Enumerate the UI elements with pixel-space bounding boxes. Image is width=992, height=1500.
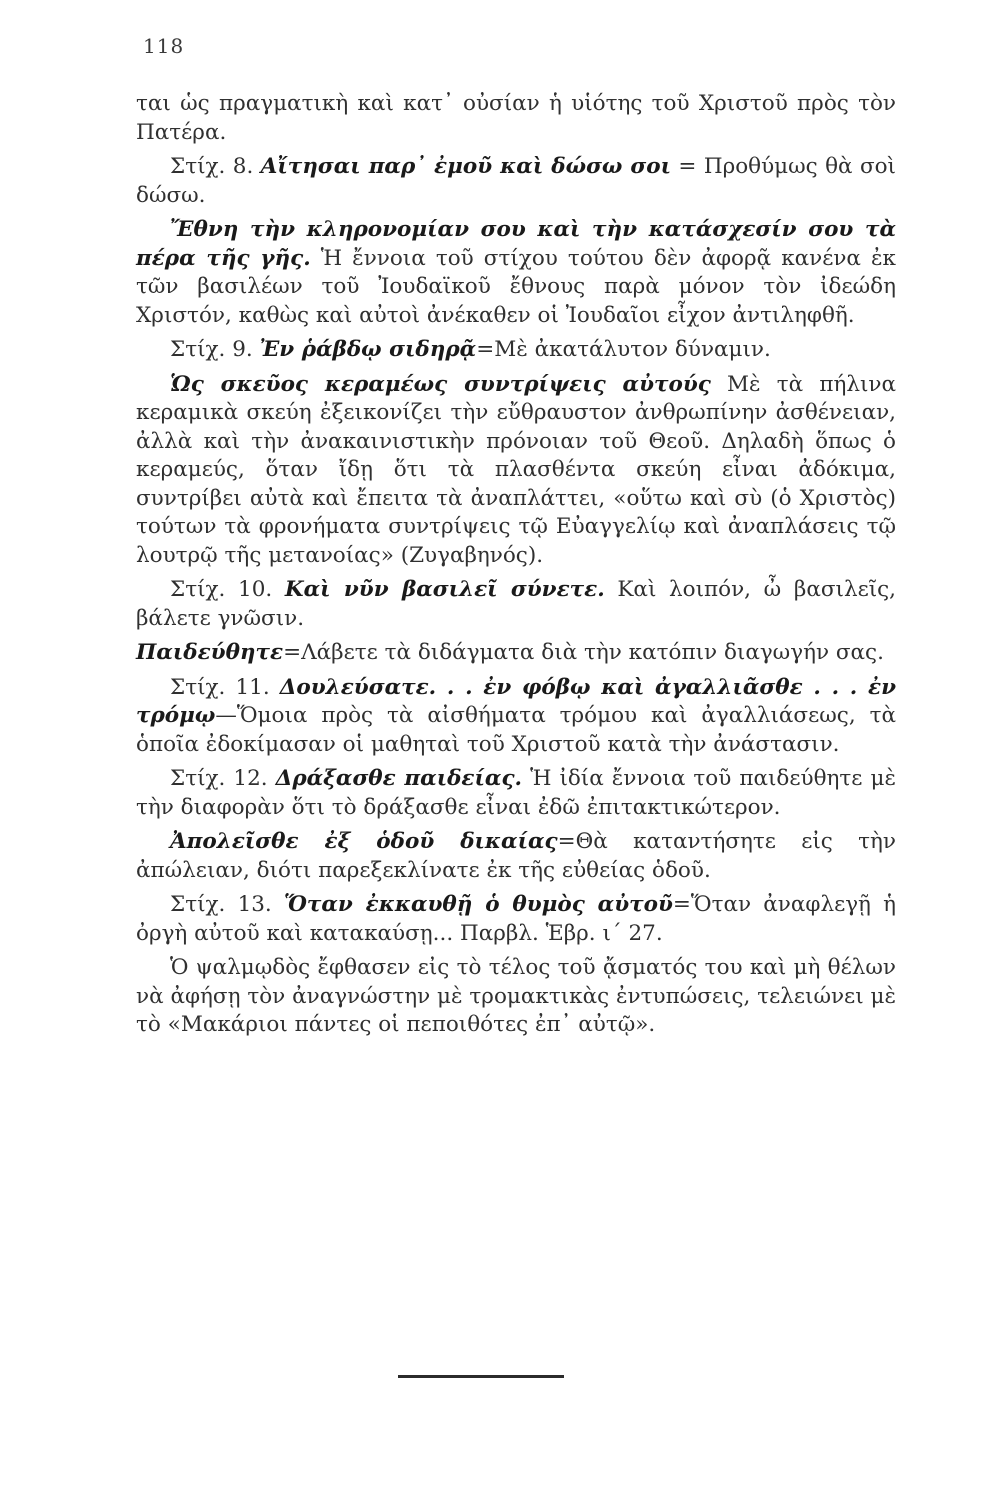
- verse-quote: Ὡς σκεῦος κεραμέως συντρίψεις αὐτούς: [170, 371, 711, 397]
- text-segment: Στίχ. 12.: [170, 766, 276, 791]
- paragraph-paideuthete: [136, 639, 896, 668]
- verse-quote: Ἀπολεῖσθε ἐξ ὁδοῦ δικαίας: [170, 829, 558, 854]
- text-segment: Στίχ. 13.: [170, 892, 284, 917]
- verse-quote: Αἴτησαι παρ᾽ ἐμοῦ καὶ δώσω σοι: [260, 154, 672, 179]
- text-segment: Ἡ ἔννοια τοῦ στίχου τούτου δὲν ἀφορᾷ κανένα ἐκ τῶν βασιλέων τοῦ Ἰουδαϊκοῦ ἔθνους παρὰ μόνον τὸν ἰδεώδη Χριστόν, καθὼς καὶ αὐτοὶ ἀνέκαθεν οἱ Ἰουδαῖοι εἶχον ἀντιληφθῆ.: [136, 245, 896, 328]
- paragraph-conclusion: [136, 954, 896, 1040]
- paragraph-continuation: [136, 90, 896, 147]
- text-segment: = Προθύμως θὰ σοὶ δώσω.: [136, 154, 896, 208]
- paragraph-skeuos: [136, 371, 896, 571]
- verse-quote: Καὶ νῦν βασιλεῖ σύνετε.: [284, 577, 605, 602]
- paragraph-verse-13: [136, 891, 896, 948]
- text-segment: Μὲ τὰ πήλινα κεραμικὰ σκεύη ἐξεικονίζει τὴν εὔθραυστον ἀνθρωπίνην ἀσθένειαν, ἀλλὰ καὶ τὴν ἀνακαινιστικὴν πρόνοιαν τοῦ Θεοῦ. Δηλαδὴ ὅπως ὁ κεραμεύς, ὅταν ἴδῃ ὅτι τὰ πλασθέντα σκεύη εἶναι ἀδόκιμα, συντρίβει αὐτὰ καὶ ἔπειτα τὰ ἀναπλάττει, «οὕτω καὶ σὺ (ὁ Χριστὸς) τούτων τὰ φρονήματα συντρίψεις τῷ Εὐαγγελίῳ καὶ ἀναπλάσεις τῷ λουτρῷ τῆς μετανοίας» (Ζυγαβηνός).: [136, 371, 896, 568]
- paragraph-verse-10: [136, 576, 896, 633]
- text-segment: =Θὰ καταντήσητε εἰς τὴν ἀπώλειαν, διότι παρεξεκλίνατε ἐκ τῆς εὐθείας ὁδοῦ.: [136, 829, 896, 883]
- paragraph-ethne: [136, 216, 896, 330]
- text-segment: Στίχ. 11.: [170, 674, 280, 700]
- verse-quote: Ἐν ῥάβδῳ σιδηρᾷ: [259, 337, 477, 362]
- paragraph-verse-9: [136, 336, 896, 365]
- text-segment: —Ὅμοια πρὸς τὰ αἰσθήματα τρόμου καὶ ἀγαλλιάσεως, τὰ ὁποῖα ἐδοκίμασαν οἱ μαθηταὶ τοῦ Χριστοῦ κατὰ τὴν ἀνάστασιν.: [136, 703, 896, 757]
- paragraph-verse-11: [136, 674, 896, 760]
- page-number: 118: [143, 34, 185, 58]
- verse-quote: Δουλεύσατε. . . ἐν φόβῳ καὶ ἀγαλλιᾶσθε . . . ἐν τρόμῳ: [136, 674, 896, 728]
- text-segment: =Μὲ ἀκατάλυτον δύναμιν.: [476, 337, 771, 362]
- text-segment: Στίχ. 8.: [170, 154, 261, 179]
- text-segment: ται ὡς πραγματικὴ καὶ κατ᾽ οὐσίαν ἡ υἱότης τοῦ Χριστοῦ πρὸς τὸν Πατέρα.: [136, 91, 896, 145]
- verse-quote: Παιδεύθητε: [136, 640, 284, 665]
- paragraph-verse-12: [136, 765, 896, 822]
- text-segment: =Ὅταν ἀναφλεγῇ ἡ ὀργὴ αὐτοῦ καὶ κατακαύσῃ... Παρβλ. Ἑβρ. ι´ 27.: [136, 892, 897, 946]
- paragraph-apoleisthe: [136, 828, 896, 885]
- text-segment: Ἡ ἰδία ἔννοια τοῦ παιδεύθητε μὲ τὴν διαφορὰν ὅτι τὸ δράξασθε εἶναι ἐδῶ ἐπιτακτικώτερον.: [136, 766, 896, 820]
- body-text: [136, 90, 896, 1046]
- text-segment: Στίχ. 10.: [170, 577, 285, 602]
- text-segment: Στίχ. 9.: [170, 337, 260, 362]
- text-segment: =Λάβετε τὰ διδάγματα διὰ τὴν κατόπιν διαγωγήν σας.: [283, 640, 884, 665]
- paragraph-verse-8: [136, 153, 896, 210]
- text-segment: Ὁ ψαλμῳδὸς ἔφθασεν εἰς τὸ τέλος τοῦ ᾄσματός του καὶ μὴ θέλων νὰ ἀφήσῃ τὸν ἀναγνώστην μὲ τρομακτικὰς ἐντυπώσεις, τελειώνει μὲ τὸ «Μακάριοι πάντες οἱ πεποιθότες ἐπ᾽ αὐτῷ».: [136, 955, 896, 1037]
- verse-quote: Δράξασθε παιδείας.: [275, 766, 523, 791]
- end-divider-rule: [398, 1375, 564, 1378]
- verse-quote: Ὅταν ἐκκαυθῇ ὁ θυμὸς αὐτοῦ: [283, 892, 673, 917]
- text-segment: Καὶ λοιπόν, ὦ βασιλεῖς, βάλετε γνῶσιν.: [136, 577, 897, 631]
- verse-quote: Ἔθνη τὴν κληρονομίαν σου καὶ τὴν κατάσχεσίν σου τὰ πέρα τῆς γῆς.: [136, 217, 896, 271]
